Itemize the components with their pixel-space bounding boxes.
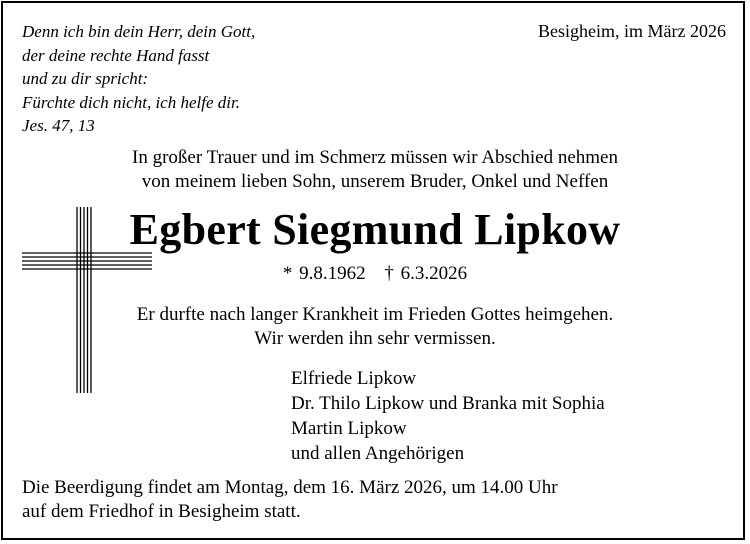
bible-verse (22, 20, 255, 138)
death-date: † 6.3.2026 (384, 263, 468, 284)
birth-date: * 9.8.1962 (282, 263, 366, 284)
funeral-line: Die Beerdigung findet am Montag, dem 16. März 2026, um 14.00 Uhr (22, 477, 558, 498)
verse-line: und zu dir spricht: (22, 69, 149, 88)
verse-reference: Jes. 47, 13 (22, 116, 95, 135)
intro-line: In großer Trauer und im Schmerz müssen wir Abschied nehmen (132, 147, 618, 168)
place-and-date: Besigheim, im März 2026 (538, 21, 726, 41)
mourner-name: Dr. Thilo Lipkow und Branka mit Sophia (291, 393, 605, 414)
message-line: Er durfte nach langer Krankheit im Frieden Gottes heimgehen. (136, 304, 614, 325)
deceased-name: Egbert Siegmund Lipkow (129, 205, 621, 254)
life-dates (0, 262, 750, 286)
farewell-message (0, 303, 750, 351)
mourner-name: Martin Lipkow (291, 418, 407, 439)
intro-line: von meinem lieben Sohn, unserem Bruder, Onkel und Neffen (141, 171, 609, 192)
mourner-name: Elfriede Lipkow (291, 368, 417, 389)
funeral-notice (22, 476, 558, 524)
verse-line: der deine rechte Hand fasst (22, 45, 210, 65)
intro-text (0, 146, 750, 194)
verse-line: Denn ich bin dein Herr, dein Gott, (22, 22, 256, 41)
mourner-name: und allen Angehörigen (291, 443, 465, 464)
funeral-line: auf dem Friedhof in Besigheim statt. (22, 501, 301, 522)
verse-line: Fürchte dich nicht, ich helfe dir. (22, 92, 240, 112)
message-line: Wir werden ihn sehr vermissen. (254, 328, 496, 349)
mourners-list (291, 366, 605, 466)
